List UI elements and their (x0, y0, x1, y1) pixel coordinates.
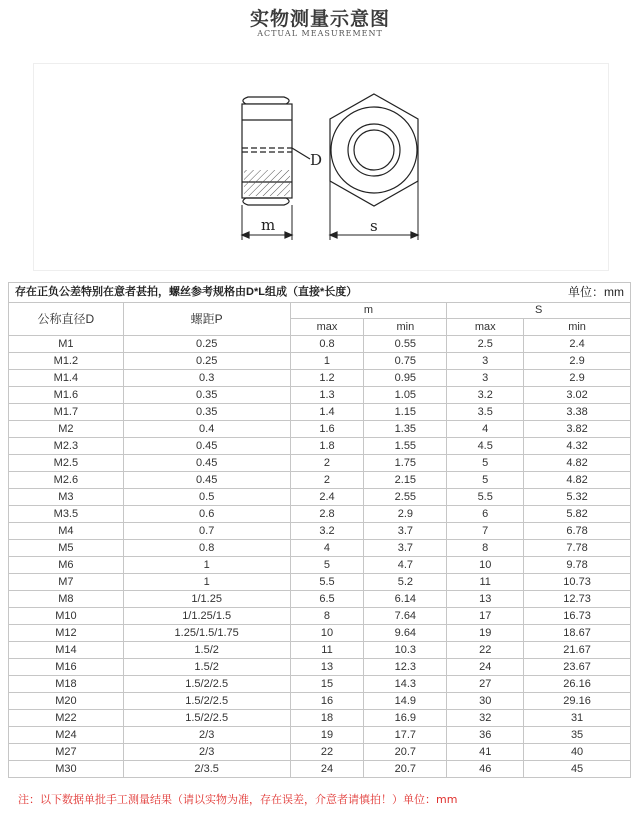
table-row (9, 591, 631, 608)
nominal-cell: M1.4 (9, 370, 124, 387)
table-row (9, 693, 631, 710)
table-row (9, 625, 631, 642)
pitch-cell: 1.5/2/2.5 (123, 710, 290, 727)
m-min-cell: 5.2 (364, 574, 447, 591)
m-min-cell: 0.95 (364, 370, 447, 387)
s-max-cell: 3 (447, 370, 524, 387)
s-max-cell: 22 (447, 642, 524, 659)
m-max-cell: 16 (290, 693, 364, 710)
m-max-cell: 10 (290, 625, 364, 642)
s-min-cell: 3.82 (524, 421, 631, 438)
s-min-cell: 29.16 (524, 693, 631, 710)
s-max-cell: 5.5 (447, 489, 524, 506)
m-min-cell: 6.14 (364, 591, 447, 608)
table-row (9, 353, 631, 370)
nut-diagram (33, 63, 609, 271)
header-m-min: min (364, 319, 447, 336)
s-min-cell: 2.4 (524, 336, 631, 353)
page-subtitle: ACTUAL MEASUREMENT (257, 29, 383, 38)
pitch-cell: 0.35 (123, 404, 290, 421)
s-max-cell: 46 (447, 761, 524, 778)
table-row (9, 608, 631, 625)
pitch-cell: 1.25/1.5/1.75 (123, 625, 290, 642)
pitch-cell: 2/3 (123, 727, 290, 744)
m-max-cell: 8 (290, 608, 364, 625)
nominal-cell: M2.3 (9, 438, 124, 455)
pitch-cell: 2/3.5 (123, 761, 290, 778)
s-max-cell: 6 (447, 506, 524, 523)
hex-nut-drawing (34, 64, 608, 270)
m-max-cell: 2.8 (290, 506, 364, 523)
header-nominal-diameter: 公称直径D (9, 303, 124, 336)
nut-side-view (242, 97, 310, 240)
m-max-cell: 1.4 (290, 404, 364, 421)
nominal-cell: M6 (9, 557, 124, 574)
m-max-cell: 11 (290, 642, 364, 659)
nominal-cell: M12 (9, 625, 124, 642)
m-min-cell: 12.3 (364, 659, 447, 676)
pitch-cell: 0.6 (123, 506, 290, 523)
nominal-cell: M1.6 (9, 387, 124, 404)
header-s-max: max (447, 319, 524, 336)
nominal-cell: M20 (9, 693, 124, 710)
footnote: 注：以下数据单批手工测量结果（请以实物为准，存在误差，介意者请慎拍！）单位：mm (18, 793, 458, 806)
m-min-cell: 7.64 (364, 608, 447, 625)
m-min-cell: 3.7 (364, 540, 447, 557)
s-max-cell: 11 (447, 574, 524, 591)
nominal-cell: M1.2 (9, 353, 124, 370)
table-row (9, 727, 631, 744)
nominal-cell: M4 (9, 523, 124, 540)
s-max-cell: 4 (447, 421, 524, 438)
nominal-cell: M1.7 (9, 404, 124, 421)
table-notice: 存在正负公差特别在意者甚拍，螺丝参考规格由D*L组成（直接*长度） (15, 286, 358, 298)
m-min-cell: 1.05 (364, 387, 447, 404)
s-min-cell: 4.82 (524, 472, 631, 489)
m-min-cell: 1.75 (364, 455, 447, 472)
pitch-cell: 0.45 (123, 472, 290, 489)
m-max-cell: 1.6 (290, 421, 364, 438)
pitch-cell: 1 (123, 574, 290, 591)
pitch-cell: 0.25 (123, 353, 290, 370)
m-max-cell: 6.5 (290, 591, 364, 608)
m-max-cell: 1.8 (290, 438, 364, 455)
m-max-cell: 1.2 (290, 370, 364, 387)
m-min-cell: 10.3 (364, 642, 447, 659)
s-max-cell: 13 (447, 591, 524, 608)
page-title: 实物测量示意图 (249, 8, 390, 30)
m-max-cell: 24 (290, 761, 364, 778)
nominal-cell: M16 (9, 659, 124, 676)
s-max-cell: 19 (447, 625, 524, 642)
header-s: S (447, 303, 631, 319)
m-min-cell: 14.9 (364, 693, 447, 710)
s-max-cell: 2.5 (447, 336, 524, 353)
s-min-cell: 7.78 (524, 540, 631, 557)
m-min-cell: 4.7 (364, 557, 447, 574)
m-max-cell: 2.4 (290, 489, 364, 506)
table-row (9, 761, 631, 778)
s-max-cell: 3 (447, 353, 524, 370)
table-row (9, 455, 631, 472)
pitch-cell: 1.5/2 (123, 659, 290, 676)
table-row (9, 370, 631, 387)
s-min-cell: 35 (524, 727, 631, 744)
table-row (9, 676, 631, 693)
s-min-cell: 3.02 (524, 387, 631, 404)
nominal-cell: M22 (9, 710, 124, 727)
table-row (9, 489, 631, 506)
table-row (9, 523, 631, 540)
pitch-cell: 2/3 (123, 744, 290, 761)
table-row (9, 472, 631, 489)
s-min-cell: 2.9 (524, 353, 631, 370)
header-m-max: max (290, 319, 364, 336)
m-max-cell: 18 (290, 710, 364, 727)
nominal-cell: M10 (9, 608, 124, 625)
nominal-cell: M18 (9, 676, 124, 693)
s-max-cell: 24 (447, 659, 524, 676)
pitch-cell: 0.25 (123, 336, 290, 353)
s-min-cell: 16.73 (524, 608, 631, 625)
s-max-cell: 30 (447, 693, 524, 710)
table-row (9, 557, 631, 574)
s-min-cell: 5.82 (524, 506, 631, 523)
table-row (9, 336, 631, 353)
s-min-cell: 23.67 (524, 659, 631, 676)
pitch-cell: 1.5/2 (123, 642, 290, 659)
table-row (9, 404, 631, 421)
pitch-cell: 0.35 (123, 387, 290, 404)
m-min-cell: 1.15 (364, 404, 447, 421)
m-max-cell: 13 (290, 659, 364, 676)
m-max-cell: 1.3 (290, 387, 364, 404)
s-min-cell: 21.67 (524, 642, 631, 659)
s-max-cell: 7 (447, 523, 524, 540)
s-min-cell: 10.73 (524, 574, 631, 591)
label-d: D (310, 151, 323, 169)
m-max-cell: 4 (290, 540, 364, 557)
pitch-cell: 1.5/2/2.5 (123, 676, 290, 693)
pitch-cell: 0.8 (123, 540, 290, 557)
spec-table (8, 282, 631, 778)
s-max-cell: 10 (447, 557, 524, 574)
nominal-cell: M1 (9, 336, 124, 353)
nominal-cell: M7 (9, 574, 124, 591)
m-min-cell: 1.55 (364, 438, 447, 455)
table-row (9, 574, 631, 591)
pitch-cell: 1/1.25 (123, 591, 290, 608)
m-max-cell: 2 (290, 472, 364, 489)
nominal-cell: M8 (9, 591, 124, 608)
table-row (9, 659, 631, 676)
s-max-cell: 5 (447, 455, 524, 472)
s-min-cell: 3.38 (524, 404, 631, 421)
m-max-cell: 19 (290, 727, 364, 744)
s-max-cell: 5 (447, 472, 524, 489)
s-min-cell: 2.9 (524, 370, 631, 387)
s-min-cell: 12.73 (524, 591, 631, 608)
s-min-cell: 4.32 (524, 438, 631, 455)
m-max-cell: 5.5 (290, 574, 364, 591)
s-max-cell: 36 (447, 727, 524, 744)
m-min-cell: 2.15 (364, 472, 447, 489)
pitch-cell: 0.45 (123, 438, 290, 455)
nominal-cell: M5 (9, 540, 124, 557)
s-max-cell: 3.5 (447, 404, 524, 421)
m-min-cell: 16.9 (364, 710, 447, 727)
m-min-cell: 2.9 (364, 506, 447, 523)
nominal-cell: M24 (9, 727, 124, 744)
header-pitch: 螺距P (123, 303, 290, 336)
s-max-cell: 4.5 (447, 438, 524, 455)
m-max-cell: 2 (290, 455, 364, 472)
m-min-cell: 3.7 (364, 523, 447, 540)
table-row (9, 438, 631, 455)
pitch-cell: 1 (123, 557, 290, 574)
nominal-cell: M14 (9, 642, 124, 659)
pitch-cell: 0.5 (123, 489, 290, 506)
nominal-cell: M2 (9, 421, 124, 438)
pitch-cell: 0.3 (123, 370, 290, 387)
m-max-cell: 3.2 (290, 523, 364, 540)
s-max-cell: 41 (447, 744, 524, 761)
nominal-cell: M3 (9, 489, 124, 506)
m-min-cell: 2.55 (364, 489, 447, 506)
table-notice-row (9, 283, 631, 303)
table-row (9, 506, 631, 523)
m-min-cell: 20.7 (364, 761, 447, 778)
pitch-cell: 0.7 (123, 523, 290, 540)
label-m: m (261, 216, 276, 234)
m-min-cell: 17.7 (364, 727, 447, 744)
pitch-cell: 0.45 (123, 455, 290, 472)
m-min-cell: 14.3 (364, 676, 447, 693)
s-max-cell: 3.2 (447, 387, 524, 404)
table-unit: 单位：mm (568, 285, 624, 299)
spec-table-body (9, 336, 631, 778)
m-max-cell: 1 (290, 353, 364, 370)
m-min-cell: 9.64 (364, 625, 447, 642)
s-max-cell: 8 (447, 540, 524, 557)
m-max-cell: 5 (290, 557, 364, 574)
s-max-cell: 32 (447, 710, 524, 727)
table-row (9, 710, 631, 727)
s-min-cell: 4.82 (524, 455, 631, 472)
s-min-cell: 26.16 (524, 676, 631, 693)
pitch-cell: 1/1.25/1.5 (123, 608, 290, 625)
m-max-cell: 0.8 (290, 336, 364, 353)
table-row (9, 642, 631, 659)
m-max-cell: 15 (290, 676, 364, 693)
header-m: m (290, 303, 447, 319)
s-min-cell: 31 (524, 710, 631, 727)
table-row (9, 744, 631, 761)
m-min-cell: 20.7 (364, 744, 447, 761)
s-min-cell: 5.32 (524, 489, 631, 506)
nominal-cell: M30 (9, 761, 124, 778)
pitch-cell: 0.4 (123, 421, 290, 438)
m-min-cell: 1.35 (364, 421, 447, 438)
nominal-cell: M2.5 (9, 455, 124, 472)
nominal-cell: M3.5 (9, 506, 124, 523)
s-min-cell: 40 (524, 744, 631, 761)
header-s-min: min (524, 319, 631, 336)
s-min-cell: 45 (524, 761, 631, 778)
pitch-cell: 1.5/2/2.5 (123, 693, 290, 710)
m-min-cell: 0.55 (364, 336, 447, 353)
table-row (9, 540, 631, 557)
m-min-cell: 0.75 (364, 353, 447, 370)
nominal-cell: M2.6 (9, 472, 124, 489)
s-max-cell: 27 (447, 676, 524, 693)
s-min-cell: 6.78 (524, 523, 631, 540)
s-min-cell: 18.67 (524, 625, 631, 642)
table-row (9, 387, 631, 404)
nominal-cell: M27 (9, 744, 124, 761)
label-s: s (370, 217, 378, 235)
table-row (9, 421, 631, 438)
s-max-cell: 17 (447, 608, 524, 625)
s-min-cell: 9.78 (524, 557, 631, 574)
m-max-cell: 22 (290, 744, 364, 761)
